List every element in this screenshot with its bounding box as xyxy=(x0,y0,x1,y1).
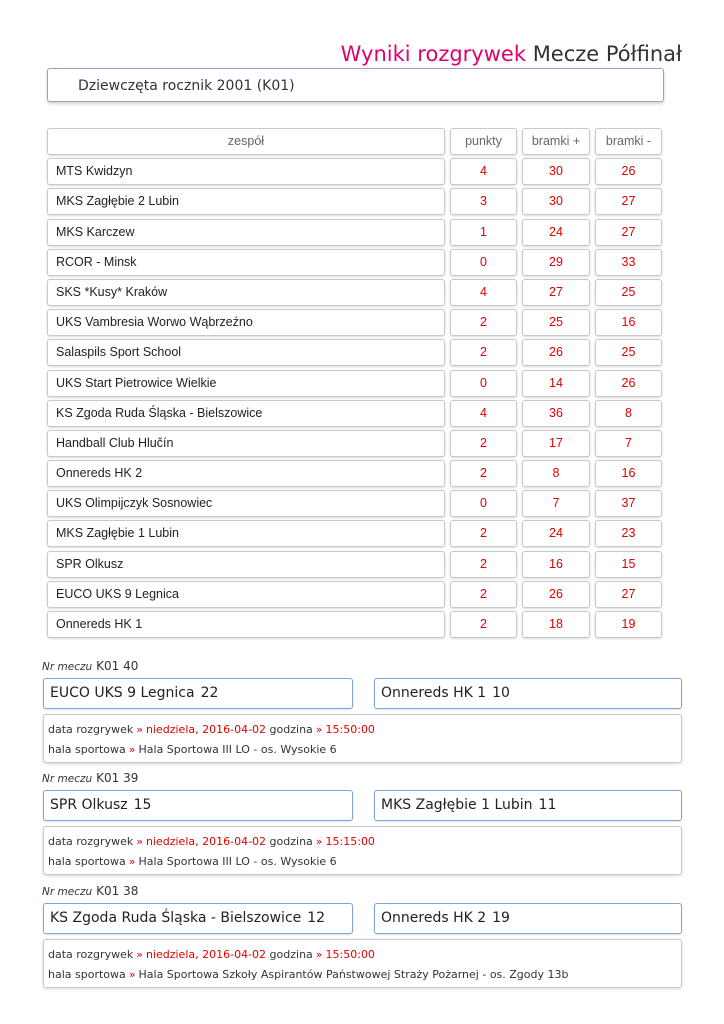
goals-for-cell: 24 xyxy=(522,219,590,246)
goals-against-cell: 23 xyxy=(595,520,662,547)
away-team-box xyxy=(374,678,682,709)
column-header-goals-for: bramki + xyxy=(522,128,590,155)
match-hall: Hala Sportowa III LO - os. Wysokie 6 xyxy=(138,855,337,868)
table-row xyxy=(47,399,665,429)
arrow-icon: » xyxy=(136,835,143,848)
match-info xyxy=(43,939,682,988)
away-team-name: Onnereds HK 1 xyxy=(381,685,487,701)
goals-against-cell: 15 xyxy=(595,551,662,578)
team-cell: Salaspils Sport School xyxy=(47,339,445,366)
away-team-box xyxy=(374,790,682,821)
team-cell: MKS Karczew xyxy=(47,219,445,246)
page-title-accent: Wyniki rozgrywek xyxy=(340,42,526,66)
home-team-box xyxy=(43,790,353,821)
match-number-label: Nr meczu xyxy=(42,886,93,898)
points-cell: 2 xyxy=(450,611,517,638)
category-title: Dziewczęta rocznik 2001 (K01) xyxy=(78,78,295,94)
table-header xyxy=(47,127,665,157)
goals-against-cell: 27 xyxy=(595,188,662,215)
home-team-name: SPR Olkusz xyxy=(50,797,128,813)
arrow-icon: » xyxy=(128,743,136,756)
goals-for-cell: 36 xyxy=(522,400,590,427)
match-number-value: K01 39 xyxy=(96,771,139,785)
arrow-icon: » xyxy=(136,723,143,736)
team-cell: MKS Zagłębie 1 Lubin xyxy=(47,520,445,547)
points-cell: 2 xyxy=(450,581,517,608)
away-team-score: 19 xyxy=(492,910,510,926)
away-team-box xyxy=(374,903,682,934)
table-row xyxy=(47,610,665,640)
table-row xyxy=(47,338,665,368)
hall-label: hala sportowa xyxy=(48,968,126,981)
time-label: godzina xyxy=(269,948,313,961)
goals-for-cell: 14 xyxy=(522,370,590,397)
goals-against-cell: 8 xyxy=(595,400,662,427)
arrow-icon: » xyxy=(136,948,143,961)
table-row xyxy=(47,187,665,217)
table-row xyxy=(47,278,665,308)
goals-for-cell: 30 xyxy=(522,158,590,185)
points-cell: 2 xyxy=(450,520,517,547)
standings-table xyxy=(47,127,665,640)
home-team-box xyxy=(43,678,353,709)
match-hall: Hala Sportowa III LO - os. Wysokie 6 xyxy=(138,743,337,756)
points-cell: 0 xyxy=(450,249,517,276)
goals-against-cell: 27 xyxy=(595,581,662,608)
goals-against-cell: 16 xyxy=(595,460,662,487)
goals-against-cell: 26 xyxy=(595,158,662,185)
points-cell: 4 xyxy=(450,279,517,306)
match-number xyxy=(42,884,138,898)
hall-label: hala sportowa xyxy=(48,855,126,868)
match-time: 15:50:00 xyxy=(325,948,375,961)
column-header-points: punkty xyxy=(450,128,517,155)
home-team-box xyxy=(43,903,353,934)
points-cell: 3 xyxy=(450,188,517,215)
match-number-label: Nr meczu xyxy=(42,661,93,673)
column-header-team: zespół xyxy=(47,128,445,155)
table-row xyxy=(47,580,665,610)
table-row xyxy=(47,550,665,580)
goals-against-cell: 37 xyxy=(595,490,662,517)
table-row xyxy=(47,369,665,399)
table-row xyxy=(47,429,665,459)
team-cell: Handball Club Hlučín xyxy=(47,430,445,457)
away-team-name: MKS Zagłębie 1 Lubin xyxy=(381,797,533,813)
match-hall: Hala Sportowa Szkoły Aspirantów Państwowej Straży Pożarnej - os. Zgody 13b xyxy=(138,968,569,981)
points-cell: 2 xyxy=(450,551,517,578)
team-cell: UKS Start Pietrowice Wielkie xyxy=(47,370,445,397)
arrow-icon: » xyxy=(128,968,136,981)
goals-for-cell: 8 xyxy=(522,460,590,487)
home-team-score: 15 xyxy=(133,797,152,813)
points-cell: 1 xyxy=(450,219,517,246)
team-cell: SPR Olkusz xyxy=(47,551,445,578)
team-cell: UKS Olimpijczyk Sosnowiec xyxy=(47,490,445,517)
goals-for-cell: 26 xyxy=(522,339,590,366)
match-number-label: Nr meczu xyxy=(42,773,93,785)
match-number-value: K01 38 xyxy=(96,884,139,898)
table-row xyxy=(47,157,665,187)
points-cell: 4 xyxy=(450,158,517,185)
team-cell: UKS Vambresia Worwo Wąbrzeźno xyxy=(47,309,445,336)
goals-for-cell: 18 xyxy=(522,611,590,638)
team-cell: MKS Zagłębie 2 Lubin xyxy=(47,188,445,215)
match-date-line xyxy=(48,720,681,740)
column-header-goals-against: bramki - xyxy=(595,128,662,155)
points-cell: 2 xyxy=(450,309,517,336)
match-info xyxy=(43,714,682,763)
match-date: niedziela, 2016-04-02 xyxy=(145,948,267,961)
match-hall-line xyxy=(48,965,681,985)
points-cell: 4 xyxy=(450,400,517,427)
home-team-name: EUCO UKS 9 Legnica xyxy=(50,685,195,701)
away-team-name: Onnereds HK 2 xyxy=(381,910,487,926)
date-label: data rozgrywek xyxy=(48,835,134,848)
goals-for-cell: 17 xyxy=(522,430,590,457)
points-cell: 0 xyxy=(450,490,517,517)
match-hall-line xyxy=(48,852,681,872)
match-date: niedziela, 2016-04-02 xyxy=(145,835,267,848)
match-date-line xyxy=(48,945,681,965)
points-cell: 2 xyxy=(450,430,517,457)
arrow-icon: » xyxy=(128,855,136,868)
table-row xyxy=(47,248,665,278)
match-info xyxy=(43,826,682,875)
goals-for-cell: 26 xyxy=(522,581,590,608)
team-cell: MTS Kwidzyn xyxy=(47,158,445,185)
goals-for-cell: 29 xyxy=(522,249,590,276)
match-hall-line xyxy=(48,740,681,760)
goals-for-cell: 7 xyxy=(522,490,590,517)
team-cell: SKS *Kusy* Kraków xyxy=(47,279,445,306)
team-cell: RCOR - Minsk xyxy=(47,249,445,276)
goals-against-cell: 26 xyxy=(595,370,662,397)
table-row xyxy=(47,489,665,519)
hall-label: hala sportowa xyxy=(48,743,126,756)
goals-against-cell: 16 xyxy=(595,309,662,336)
goals-for-cell: 16 xyxy=(522,551,590,578)
arrow-icon: » xyxy=(315,948,323,961)
goals-against-cell: 25 xyxy=(595,279,662,306)
match-date-line xyxy=(48,832,681,852)
match-number xyxy=(42,771,138,785)
arrow-icon: » xyxy=(315,835,323,848)
goals-against-cell: 25 xyxy=(595,339,662,366)
away-team-score: 10 xyxy=(492,685,510,701)
team-cell: Onnereds HK 2 xyxy=(47,460,445,487)
points-cell: 2 xyxy=(450,460,517,487)
team-cell: Onnereds HK 1 xyxy=(47,611,445,638)
goals-for-cell: 30 xyxy=(522,188,590,215)
time-label: godzina xyxy=(269,835,313,848)
points-cell: 2 xyxy=(450,339,517,366)
goals-for-cell: 25 xyxy=(522,309,590,336)
page-title xyxy=(341,42,682,66)
goals-for-cell: 24 xyxy=(522,520,590,547)
match-time: 15:15:00 xyxy=(325,835,375,848)
team-cell: EUCO UKS 9 Legnica xyxy=(47,581,445,608)
match-number xyxy=(42,659,138,673)
table-row xyxy=(47,218,665,248)
goals-for-cell: 27 xyxy=(522,279,590,306)
match-number-value: K01 40 xyxy=(96,659,139,673)
goals-against-cell: 27 xyxy=(595,219,662,246)
date-label: data rozgrywek xyxy=(48,948,134,961)
category-box xyxy=(47,68,664,102)
goals-against-cell: 33 xyxy=(595,249,662,276)
match-date: niedziela, 2016-04-02 xyxy=(145,723,267,736)
table-row xyxy=(47,519,665,549)
home-team-name: KS Zgoda Ruda Śląska - Bielszowice xyxy=(50,910,302,926)
home-team-score: 22 xyxy=(200,685,219,701)
table-row xyxy=(47,459,665,489)
page-title-stage: Mecze Półfinał xyxy=(532,42,682,66)
match-time: 15:50:00 xyxy=(325,723,375,736)
team-cell: KS Zgoda Ruda Śląska - Bielszowice xyxy=(47,400,445,427)
time-label: godzina xyxy=(269,723,313,736)
points-cell: 0 xyxy=(450,370,517,397)
date-label: data rozgrywek xyxy=(48,723,134,736)
home-team-score: 12 xyxy=(307,910,326,926)
goals-against-cell: 19 xyxy=(595,611,662,638)
arrow-icon: » xyxy=(315,723,323,736)
goals-against-cell: 7 xyxy=(595,430,662,457)
away-team-score: 11 xyxy=(538,797,557,813)
table-row xyxy=(47,308,665,338)
